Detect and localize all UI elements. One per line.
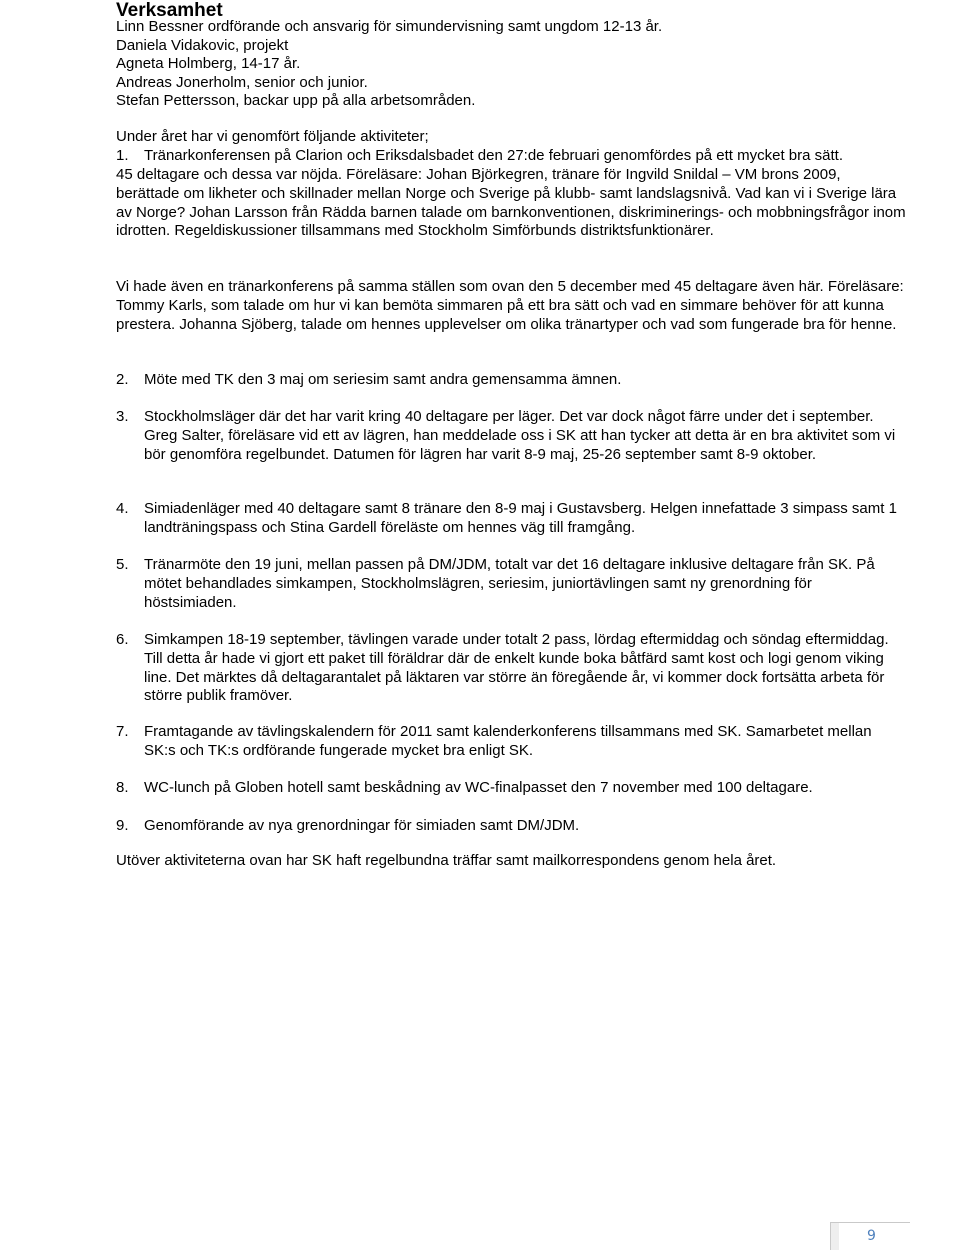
page-number: 9: [867, 1228, 876, 1244]
item-number: 9.: [116, 817, 129, 834]
item-number: 7.: [116, 723, 129, 740]
item-number: 2.: [116, 371, 129, 388]
staff-item: Andreas Jonerholm, senior och junior.: [116, 73, 368, 91]
section-heading: Verksamhet: [116, 0, 223, 21]
item-text: WC-lunch på Globen hotell samt beskådning av WC-finalpasset den 7 november med 100 deltagare.: [144, 779, 813, 796]
item-number: 4.: [116, 500, 129, 517]
item-text: Simkampen 18-19 september, tävlingen varade under totalt 2 pass, lördag eftermiddag och söndag eftermiddag. Till detta år hade vi gjort ett paket till föräldrar där de enkelt kunde boka båtfärd samt kost och logi genom viking line. Det märktes då deltagarantalet på läktaren var större än föregående år, vi kommer dock fortsätta arbeta för större publik framöver.: [144, 631, 889, 705]
page-number-box: [830, 1222, 910, 1250]
item-text: Tränarmöte den 19 juni, mellan passen på DM/JDM, totalt var det 16 deltagare inklusive deltagare från SK. På mötet behandlades simkampen, Stockholmslägren, seriesim, juniortävlingen samt ny grenordning för höstsimiaden.: [144, 556, 875, 611]
item-text: Framtagande av tävlingskalendern för 2011 samt kalenderkonferens tillsammans med SK. Samarbetet mellan SK:s och TK:s ordförande fungerade mycket bra enligt SK.: [144, 723, 872, 759]
activities-intro: Under året har vi genomfört följande aktiviteter;: [116, 128, 429, 145]
item-text: Genomförande av nya grenordningar för simiaden samt DM/JDM.: [144, 817, 580, 834]
staff-item: Daniela Vidakovic, projekt: [116, 36, 289, 54]
staff-item: Stefan Pettersson, backar upp på alla arbetsområden.: [116, 92, 476, 109]
page-number-shade: [831, 1223, 839, 1250]
item-number: 1.: [116, 147, 129, 164]
item-number: 5.: [116, 556, 129, 573]
item-number: 8.: [116, 779, 129, 796]
item-number: 6.: [116, 631, 129, 648]
item-number: 3.: [116, 408, 129, 425]
item-text: Möte med TK den 3 maj om seriesim samt andra gemensamma ämnen.: [144, 371, 622, 388]
activity-item-1-paragraph: Vi hade även en tränarkonferens på samma ställen som ovan den 5 december med 45 deltagare även här. Föreläsare: Tommy Karls, som talade om hur vi kan bemöta simmaren på ett bra sätt och vad en simmare behöver för att kunna prestera. Johanna Sjöberg, talade om hennes upplevelser om olika tränartyper och vad som fungerade bra för henne.: [116, 278, 904, 333]
item-text: Tränarkonferensen på Clarion och Eriksdalsbadet den 27:de februari genomfördes på ett mycket bra sätt.: [144, 147, 844, 164]
staff-item: Linn Bessner ordförande och ansvarig för simundervisning samt ungdom 12-13 år.: [116, 18, 663, 35]
staff-item: Agneta Holmberg, 14-17 år.: [116, 55, 301, 72]
activities-outro: Utöver aktiviteterna ovan har SK haft regelbundna träffar samt mailkorrespondens genom hela året.: [116, 852, 777, 869]
activity-item-1-paragraph: 45 deltagare och dessa var nöjda. Föreläsare: Johan Björkegren, tränare för Ingvild Snildal – VM brons 2009, berättade om likheter och skillnader mellan Norge och Sverige på klubb- samt landslagsnivå. Vad kan vi i Sverige lära av Norge? Johan Larsson från Rädda barnen talade om barnkonventionen, diskriminerings- och mobbningsfrågor inom idrotten. Regeldiskussioner tillsammans med Stockholm Simförbunds distriktsfunktionärer.: [116, 166, 906, 240]
item-text: Stockholmsläger där det har varit kring 40 deltagare per läger. Det var dock något färre under det i september. Greg Salter, föreläsare vid ett av lägren, han meddelade oss i SK att han tycker att detta är en bra aktivitet som vi bör genomföra regelbundet. Datumen för lägren har varit 8-9 maj, 25-26 september samt 8-9 oktober.: [144, 408, 896, 463]
staff-list: [116, 18, 662, 111]
item-text: Simiadenläger med 40 deltagare samt 8 tränare den 8-9 maj i Gustavsberg. Helgen innefattade 3 simpass samt 1 landträningspass och Stina Gardell föreläste om hennes väg till framgång.: [144, 500, 897, 536]
